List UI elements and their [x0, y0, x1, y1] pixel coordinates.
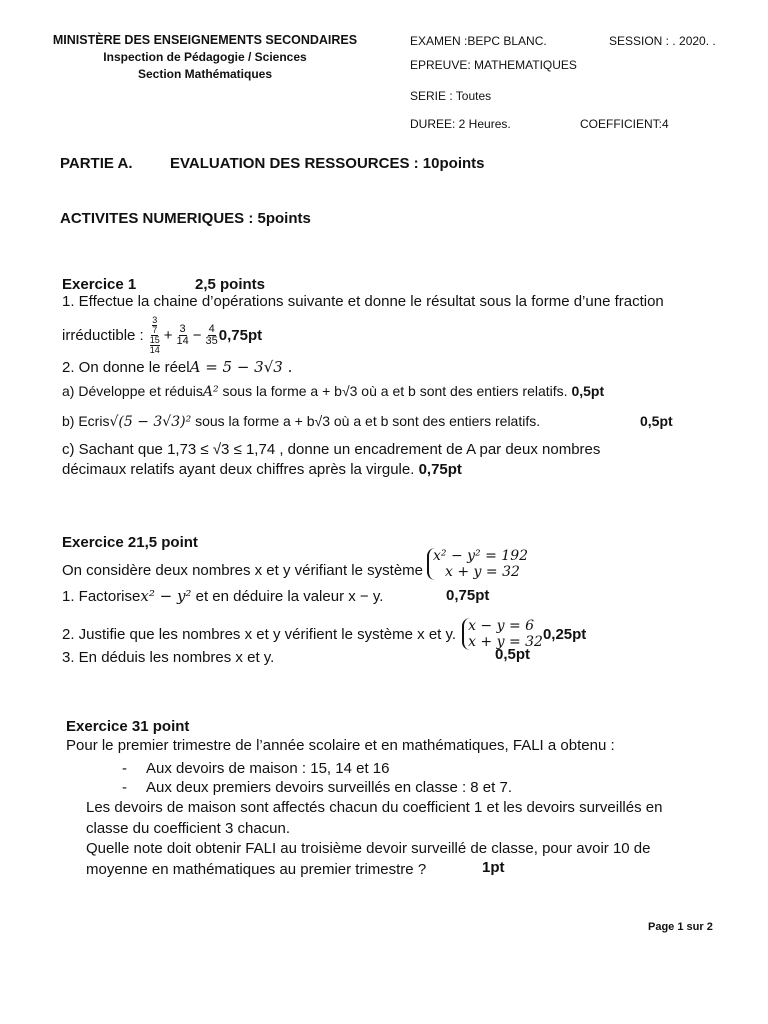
ex2-q2-text: 2. Justifie que les nombres x et y vérifient le système x et y. — [62, 625, 457, 643]
ex2-q3: 3. En déduis les nombres x et y. — [62, 649, 275, 666]
frac-part: 15 — [149, 335, 160, 345]
ex2-q2-points: 0,25pt — [542, 625, 587, 643]
exercise-3-title: Exercice 31 point — [66, 718, 190, 735]
ex1-qb — [62, 413, 540, 430]
ex3-para-3: Quelle note doit obtenir FALI au troisième devoir surveillé de classe, pour avoir 10 de — [86, 840, 651, 857]
bullet-dash: - — [122, 760, 127, 777]
fraction-4-35 — [206, 324, 218, 347]
system-1 — [427, 548, 528, 580]
partie-a-title: EVALUATION DES RESSOURCES : 10points — [170, 155, 485, 172]
exercise-1-points: 2,5 points — [195, 276, 266, 293]
ex1-q2-text: 2. On donne le réel — [62, 359, 190, 376]
section-heading: Section Mathématiques — [137, 67, 273, 81]
exam-label: EXAMEN :BEPC BLANC. — [410, 34, 547, 48]
activites-heading: ACTIVITES NUMERIQUES : 5points — [60, 210, 311, 227]
complex-fraction — [150, 316, 160, 355]
frac-part: 7 — [152, 325, 158, 335]
ex1-qb-text: b) Ecris — [62, 413, 110, 429]
ex1-q1-points: 0,75pt — [218, 327, 263, 344]
ex1-qc-line2-text: décimaux relatifs ayant deux chiffres après la virgule. — [62, 461, 415, 478]
frac-num: 4 — [208, 323, 215, 335]
frac-part: 14 — [149, 345, 160, 355]
inspection-heading: Inspection de Pédagogie / Sciences — [103, 50, 307, 64]
frac-part: 3 — [152, 315, 158, 325]
ministry-heading: MINISTÈRE DES ENSEIGNEMENTS SECONDAIRES — [52, 33, 358, 47]
ex1-q1-line1: 1. Effectue la chaine d’opérations suivante et donne le résultat sous la forme d’une fraction — [62, 293, 664, 310]
ex3-para-2: classe du coefficient 3 chacun. — [86, 820, 291, 837]
ex1-qb-points: 0,5pt — [640, 413, 673, 429]
fraction-3-14 — [176, 324, 188, 347]
ex1-q1-line2 — [62, 316, 262, 355]
complex-fraction-bottom — [150, 336, 160, 355]
frac-num: 3 — [179, 323, 186, 335]
ex3-para-4: moyenne en mathématiques au premier trimestre ? — [86, 861, 427, 878]
ex3-item-2 — [122, 779, 512, 796]
partie-a-label: PARTIE A. — [60, 155, 133, 172]
ex1-qa — [62, 383, 604, 400]
ex2-q1-rest: et en déduire la valeur x − y. — [195, 588, 384, 605]
ex2-q3-points: 0,5pt — [495, 646, 531, 663]
session-label: SESSION : . 2020. . — [609, 34, 716, 48]
ex2-intro-text: On considère deux nombres x et y vérifiant le système — [62, 561, 423, 579]
frac-den: 35 — [205, 335, 218, 347]
ex1-qa-rest: sous la forme a + b√3 où a et b sont des entiers relatifs. — [222, 383, 568, 399]
ex1-qc-line1: c) Sachant que 1,73 ≤ √3 ≤ 1,74 , donne un encadrement de A par deux nombres — [62, 441, 601, 458]
ex1-qa-math: A² — [202, 384, 219, 400]
ex2-intro — [62, 548, 529, 580]
ex1-qc-points: 0,75pt — [418, 461, 462, 478]
ex1-qa-text: a) Développe et réduis — [62, 383, 203, 399]
system-1-line1: x² − y² = 192 — [433, 548, 529, 564]
system-2-line2: x + y = 32 — [468, 634, 543, 650]
ex1-q2 — [62, 358, 292, 376]
coefficient-label: COEFFICIENT:4 — [580, 117, 669, 131]
exercise-2-title: Exercice 21,5 point — [62, 534, 198, 551]
system-2-line1: x − y = 6 — [468, 618, 535, 634]
bullet-dash: - — [122, 779, 127, 796]
ex3-points: 1pt — [482, 859, 505, 876]
ex1-q1-label: irréductible : — [62, 327, 144, 344]
ex2-q1-math: x² − y² — [140, 587, 192, 605]
ex3-para-1: Les devoirs de maison sont affectés chacun du coefficient 1 et les devoirs surveillés en — [86, 799, 663, 816]
ex2-q1-points: 0,75pt — [446, 587, 490, 604]
serie-label: SERIE : Toutes — [410, 89, 492, 103]
plus-sign: + — [163, 327, 173, 344]
ex3-intro: Pour le premier trimestre de l’année scolaire et en mathématiques, FALI a obtenu : — [66, 737, 615, 754]
ex1-qa-points: 0,5pt — [571, 383, 605, 399]
ex3-item-1 — [122, 760, 389, 777]
ex1-q2-math: A = 5 − 3√3 . — [189, 358, 293, 376]
ex1-qc-line2 — [62, 461, 462, 478]
exercise-1-title: Exercice 1 — [62, 276, 137, 293]
page-number: Page 1 sur 2 — [648, 921, 713, 933]
duree-label: DUREE: 2 Heures. — [410, 117, 511, 131]
complex-fraction-top — [151, 316, 158, 336]
frac-den: 14 — [176, 335, 189, 347]
ex2-q1-text: 1. Factorise — [62, 588, 141, 605]
ex3-item-2-text: Aux deux premiers devoirs surveillés en classe : 8 et 7. — [146, 779, 512, 796]
ex3-item-1-text: Aux devoirs de maison : 15, 14 et 16 — [146, 760, 390, 777]
ex2-q1 — [62, 587, 383, 605]
minus-sign: − — [192, 327, 202, 344]
ex1-qb-math: √(5 − 3√3)² — [109, 414, 192, 430]
epreuve-label: EPREUVE: MATHEMATIQUES — [410, 58, 577, 72]
ex1-qb-rest: sous la forme a + b√3 où a et b sont des entiers relatifs. — [195, 413, 541, 429]
system-1-line2: x + y = 32 — [445, 564, 520, 580]
